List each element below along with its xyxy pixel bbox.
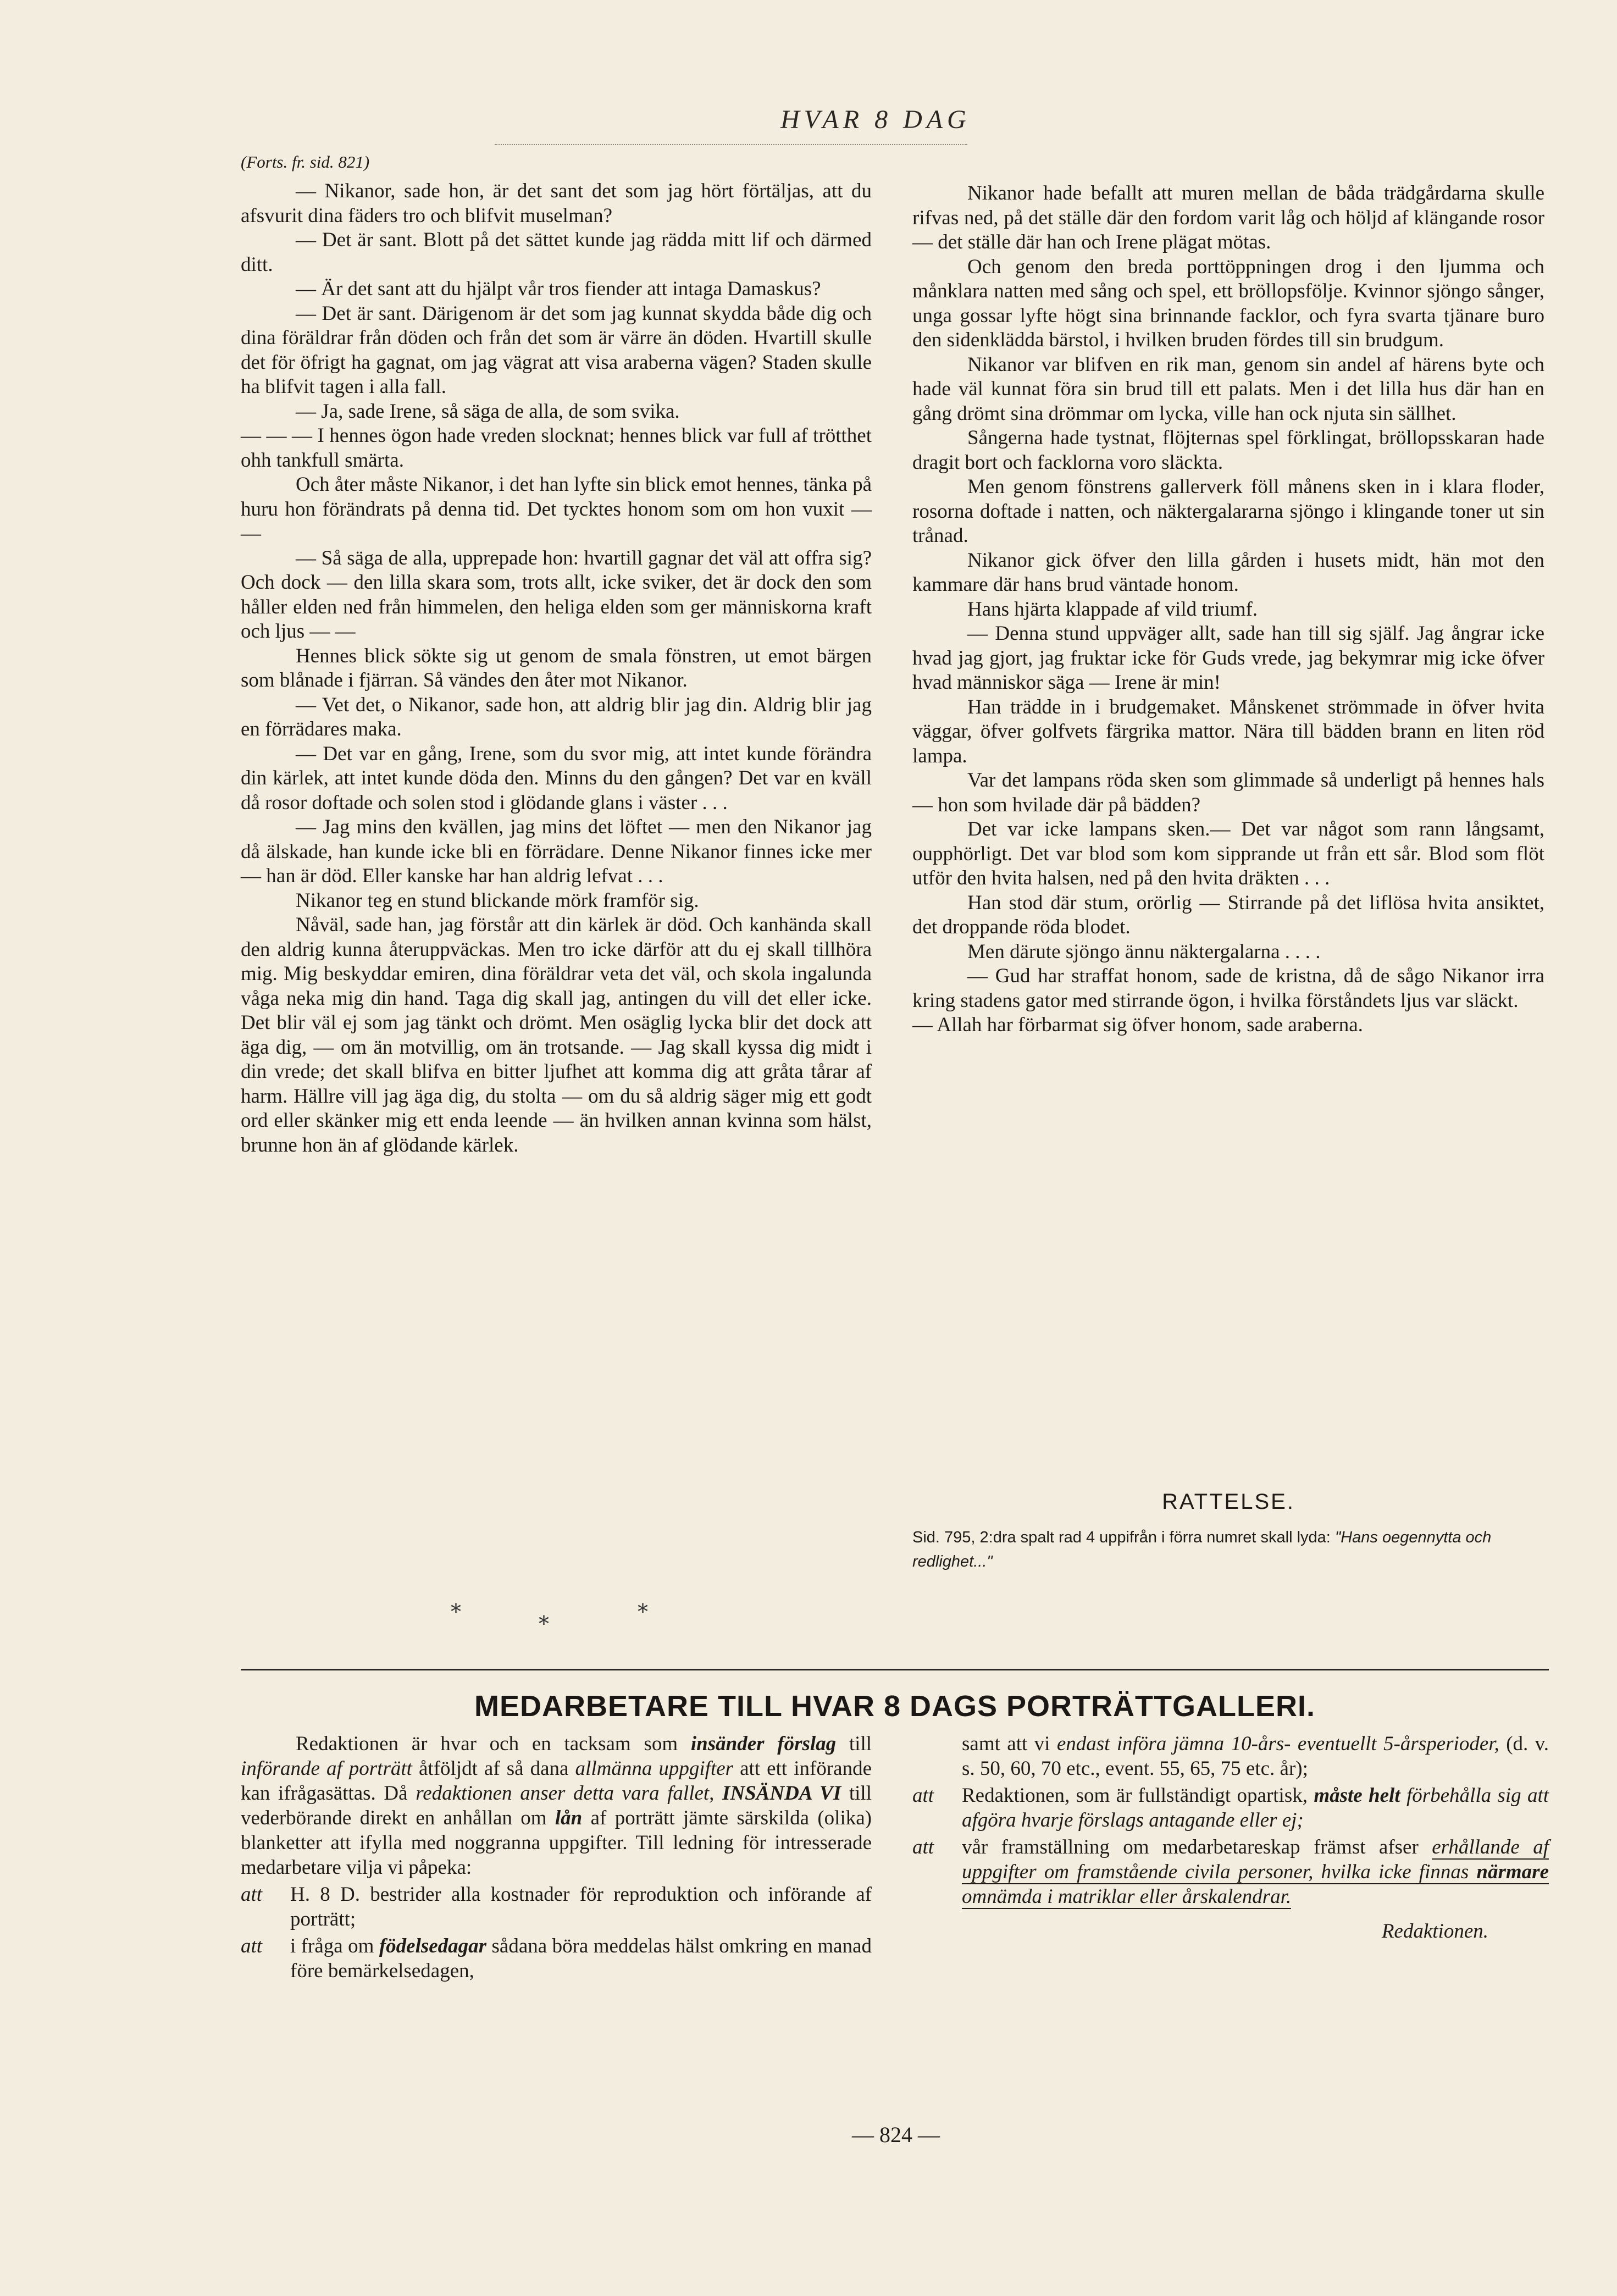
- notice-item: [241, 1934, 872, 1983]
- notice-left-column: [241, 1731, 872, 1983]
- paragraph: — Jag mins den kvällen, jag mins det löftet — men den Nikanor jag då älskade, han kunde icke bli en förrädare. Denne Nikanor finnes icke mer — han är död. Eller kanske har han aldrig lefvat . . .: [241, 816, 872, 887]
- notice-title: MEDARBETARE TILL HVAR 8 DAGS PORTRÄTTGALLERI.: [474, 1690, 1315, 1723]
- notice-right-column: [912, 1731, 1549, 1944]
- paragraph: Han stod där stum, orörlig — Stirrande på det liflösa hvita ansiktet, det droppande röda blodet.: [912, 891, 1544, 938]
- paragraph: — — — I hennes ögon hade vreden slocknat; hennes blick var full af trötthet ohh tankfull smärta.: [241, 424, 872, 472]
- paragraph: — Vet det, o Nikanor, sade hon, att aldrig blir jag din. Aldrig blir jag en förrädares maka.: [241, 693, 872, 740]
- item-text: i fråga om födelsedagar sådana böra meddelas hälst omkring en manad före bemärkelsedagen,: [290, 1935, 872, 1982]
- paragraph: Han trädde in i brudgemaket. Månskenet strömmade in öfver hvita väggar, öfver golfvets färgrika mattor. Nära till bädden brann en liten röd lampa.: [912, 695, 1544, 767]
- item-text: H. 8 D. bestrider alla kostnader för reproduktion och införande af porträtt;: [290, 1883, 872, 1930]
- correction-heading: RATTELSE.: [1162, 1490, 1295, 1514]
- paragraph: Och genom den breda porttöppningen drog i den ljumma och månklara natten med sång och spel, ett bröllopsfölje. Kvinnor sjöngo sånger, unga gossar lyfte högt sina brinnande facklor, och fyra svarta tjänare buro den sidenklädda bärstol, i hvilken bruden fördes till sin brudgum.: [912, 255, 1544, 351]
- correction-quote: "Hans oegennytta och redlighet...": [912, 1529, 1492, 1570]
- header-rule: [495, 144, 967, 145]
- paragraph: — Det var en gång, Irene, som du svor mig, att intet kunde förändra din kärlek, att intet kunde döda den. Minns du den gången? Det var en kväll då rosor doftade och solen stod i glödande glans i väster . . .: [241, 742, 872, 814]
- paragraph: — Det är sant. Blott på det sättet kunde jag rädda mitt lif och därmed ditt.: [241, 229, 872, 276]
- paragraph: Nikanor var blifven en rik man, genom sin andel af härens byte och hade väl kunnat föra sin brud till ett palats. Men i det lilla hus där han en gång drömt sina drömmar om lycka, ville han ock njuta sin sällhet.: [912, 353, 1544, 425]
- page-number: — 824 —: [852, 2122, 940, 2147]
- notice-item: [912, 1783, 1549, 1833]
- paragraph: — Det är sant. Därigenom är det som jag kunnat skydda både dig och dina föräldrar från döden och från det som är värre än döden. Hvartill skulle det för öfrigt ha gagnat, om jag vägrat att visa araberna vägen? Staden skulle ha blifvit tagen i alla fall.: [241, 302, 872, 398]
- paragraph: Hennes blick sökte sig ut genom de smala fönstren, ut emot bärgen som blånade i fjärran. Så vändes den åter mot Nikanor.: [241, 644, 872, 691]
- star-mark: *: [539, 1612, 549, 1636]
- masthead: HVAR 8 DAG: [780, 105, 971, 134]
- paragraph: Hans hjärta klappade af vild triumf.: [967, 597, 1258, 621]
- star-mark: *: [638, 1600, 648, 1624]
- paragraph: Nikanor gick öfver den lilla gården i husets midt, hän mot den kammare där hans brud väntade honom.: [912, 549, 1544, 596]
- item-continuation: samt att vi endast införa jämna 10-års- eventuellt 5-årsperioder, (d. v. s. 50, 60, 70 etc., event. 55, 65, 75 etc. år);: [962, 1733, 1549, 1780]
- item-text: vår framställning om medarbetareskap främst afser erhållande af uppgifter om framstående civila personer, hvilka icke finnas närmare omnämda i matriklar eller årskalendrar.: [962, 1836, 1549, 1908]
- paragraph: Var det lampans röda sken som glimmade så underligt på hennes hals — hon som hvilade där på bädden?: [912, 769, 1544, 816]
- correction-text: Sid. 795, 2:dra spalt rad 4 uppifrån i förra numret skall lyda: "Hans oegennytta och redlighet...": [912, 1529, 1492, 1570]
- item-label: att: [241, 1883, 263, 1906]
- paragraph: Men genom fönstrens gallerverk föll månens sken in i klara floder, rosorna doftade i natten, och näktergalararna sjöngo i klingande toner ut sin trånad.: [912, 475, 1544, 547]
- item-label: att: [912, 1836, 934, 1858]
- notice-intro: Redaktionen är hvar och en tacksam som insänder förslag till införande af porträtt åtföljdt af så dana allmänna uppgifter att ett införande kan ifrågasättas. Då redaktionen anser detta vara fallet, INSÄNDA VI till vederbörande direkt en anhållan om lån af porträtt jämte särskilda (olika) blanketter att ifylla med noggranna uppgifter. Till ledning för intresserade medarbetare vilja vi påpeka:: [241, 1733, 872, 1879]
- paragraph: — Så säga de alla, upprepade hon: hvartill gagnar det väl att offra sig? Och dock — den lilla skara som, trots allt, icke sviker, det är dock den som håller elden ned från himmelen, den heliga elden som ger människorna kraft och ljus — —: [241, 546, 872, 643]
- continuation-note: (Forts. fr. sid. 821): [241, 152, 370, 171]
- paragraph: Nikanor hade befallt att muren mellan de båda trädgårdarna skulle rifvas ned, på det ställe där den fordom varit låg och höljd af klängande rosor — det ställe där han och Irene plägat mötas.: [912, 182, 1544, 253]
- paragraph: — Allah har förbarmat sig öfver honom, sade araberna.: [912, 1014, 1363, 1036]
- paragraph: — Är det sant att du hjälpt vår tros fiender att intaga Damaskus?: [296, 278, 821, 300]
- story-right-column: [912, 181, 1544, 1038]
- story-left-column: [241, 148, 872, 1158]
- star-mark: *: [451, 1600, 461, 1624]
- paragraph: Sångerna hade tystnat, flöjternas spel förklingat, bröllopsskaran hade dragit bort och facklorna voro släckta.: [912, 427, 1544, 474]
- signature: Redaktionen.: [1381, 1920, 1488, 1943]
- paragraph: — Ja, sade Irene, så säga de alla, de som svika.: [296, 400, 680, 423]
- notice-item: [912, 1835, 1549, 1909]
- correction-notice: [912, 1490, 1544, 1574]
- paragraph: Nåväl, sade han, jag förstår att din kärlek är död. Och kanhända skall den aldrig kunna återuppväckas. Men tro icke därför att du ej skall tillhöra mig. Mig beskyddar emiren, dina föräldrar veta det väl, och skola ingalunda våga neka mig din hand. Taga dig skall jag, antingen du vill det eller icke. Det blir väl ej som jag tänkt och drömt. Men osäglig lycka blir det dock att äga dig, — om än motvillig, om än trotsande. — Jag skall kyssa dig midt i din vrede; det skall blifva en bitter ljufhet att komma dig att gråta tårar af harm. Hällre vill jag äga dig, du stolta — om du så aldrig säger mig ett godt ord eller skänker mig ett enda leende — än hvilken annan kvinna som hälst, brunne hon än af glödande kärlek.: [241, 914, 872, 1157]
- paragraph: — Nikanor, sade hon, är det sant det som jag hört förtäljas, att du afsvurit dina fäders tro och blifvit muselman?: [241, 180, 872, 227]
- item-label: att: [912, 1784, 934, 1807]
- paragraph: — Denna stund uppväger allt, sade han till sig själf. Jag ångrar icke hvad jag gjort, jag fruktar icke för Guds vrede, jag bekymrar mig icke öfver hvad människor säga — Irene är min!: [912, 622, 1544, 694]
- paragraph: Men därute sjöngo ännu näktergalarna . . . .: [967, 940, 1321, 963]
- paragraph: Nikanor teg en stund blickande mörk framför sig.: [296, 889, 699, 912]
- paragraph: Det var icke lampans sken.— Det var något som rann långsamt, oupphörligt. Det var blod som kom sipprande ut från ett sår. Blod som flöt utför den hvita halsen, ned på den hvita dräkten . . .: [912, 818, 1544, 889]
- item-text: Redaktionen, som är fullständigt opartisk, måste helt förbehålla sig att afgöra hvarje förslags antagande eller ej;: [962, 1784, 1549, 1832]
- section-rule: [241, 1669, 1549, 1670]
- item-label: att: [241, 1935, 263, 1957]
- paragraph: — Gud har straffat honom, sade de kristna, då de sågo Nikanor irra kring stadens gator med stirrande ögon, i hvilka förståndets ljus var släckt.: [912, 965, 1544, 1012]
- paragraph: Och åter måste Nikanor, i det han lyfte sin blick emot hennes, tänka på huru hon förändrats på denna tid. Det tycktes honom som om hon vuxit — —: [241, 473, 872, 545]
- notice-item: [241, 1882, 872, 1932]
